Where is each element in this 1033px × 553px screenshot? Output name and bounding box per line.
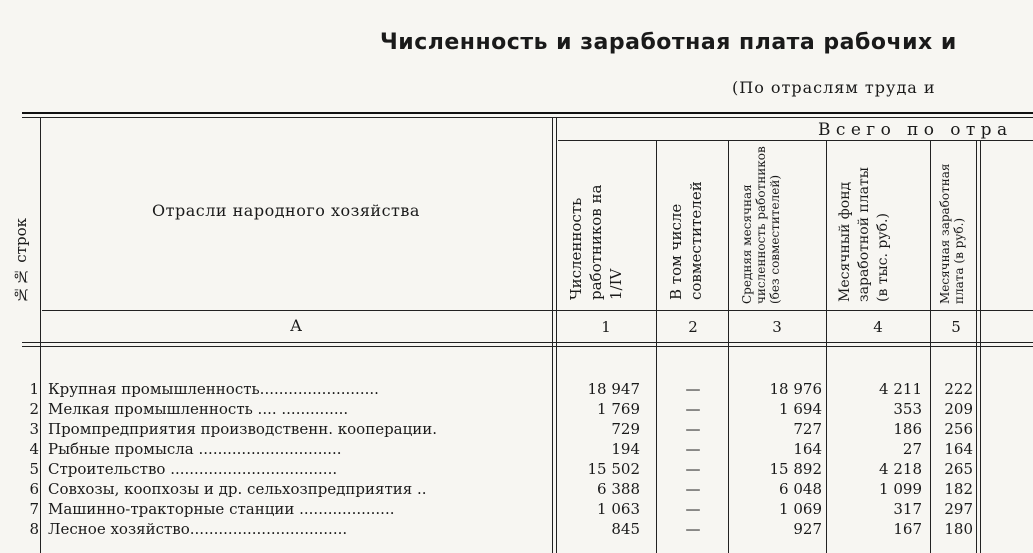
cell-wage-fund: 1 099 — [879, 480, 922, 498]
cell-wage-fund: 186 — [893, 420, 922, 438]
cell-monthly-wage: 256 — [944, 420, 973, 438]
cell-avg-workers: 6 048 — [779, 480, 822, 498]
col2-header: В том числе совместителей — [667, 181, 705, 300]
cell-part-time: — — [685, 440, 701, 458]
row-branch-name: Крупная промышленность......................... — [48, 380, 379, 398]
cell-wage-fund: 317 — [893, 500, 922, 518]
cell-workers: 194 — [611, 440, 640, 458]
row-number: 7 — [29, 500, 39, 518]
row-branch-name: Машинно-тракторные станции .................... — [48, 500, 395, 518]
cell-monthly-wage: 297 — [944, 500, 973, 518]
table-subtitle: (По отраслям труда и — [732, 78, 936, 97]
colnum-4: 4 — [873, 318, 883, 336]
cell-workers: 15 502 — [587, 460, 640, 478]
cell-wage-fund: 27 — [902, 440, 922, 458]
subhead-rule-double — [22, 342, 1033, 343]
subhead-rule-double-2 — [22, 346, 1033, 347]
cell-avg-workers: 15 892 — [769, 460, 822, 478]
table-row — [0, 400, 1033, 419]
cell-avg-workers: 164 — [793, 440, 822, 458]
cell-part-time: — — [685, 400, 701, 418]
cell-avg-workers: 727 — [793, 420, 822, 438]
row-branch-name: Мелкая промышленность .... .............. — [48, 400, 349, 418]
row-number: 5 — [29, 460, 39, 478]
group-rule — [558, 140, 1033, 141]
table-row — [0, 520, 1033, 539]
cell-monthly-wage: 180 — [944, 520, 973, 538]
cell-avg-workers: 18 976 — [769, 380, 822, 398]
cell-part-time: — — [685, 520, 701, 538]
top-rule — [22, 112, 1033, 114]
row-number: 2 — [29, 400, 39, 418]
cell-workers: 6 388 — [597, 480, 640, 498]
subhead-rule — [42, 310, 1033, 311]
table-row — [0, 460, 1033, 479]
colnum-2: 2 — [688, 318, 698, 336]
total-group-header: В с е г о п о о т р а — [818, 120, 1008, 140]
letter-a: А — [290, 316, 303, 335]
cell-wage-fund: 4 211 — [879, 380, 922, 398]
row-number: 3 — [29, 420, 39, 438]
cell-part-time: — — [685, 380, 701, 398]
cell-monthly-wage: 182 — [944, 480, 973, 498]
cell-workers: 18 947 — [587, 380, 640, 398]
row-branch-name: Лесное хозяйство................................. — [48, 520, 348, 538]
cell-wage-fund: 167 — [893, 520, 922, 538]
branch-header: Отрасли народного хозяйства — [152, 201, 420, 220]
cell-avg-workers: 927 — [793, 520, 822, 538]
cell-wage-fund: 4 218 — [879, 460, 922, 478]
row-branch-name: Совхозы, коопхозы и др. сельхозпредприятия .. — [48, 480, 427, 498]
table-row — [0, 420, 1033, 439]
cell-avg-workers: 1 069 — [779, 500, 822, 518]
colnum-3: 3 — [772, 318, 782, 336]
table-row — [0, 480, 1033, 499]
table-row — [0, 440, 1033, 459]
cell-part-time: — — [685, 460, 701, 478]
cell-workers: 1 769 — [597, 400, 640, 418]
cell-monthly-wage: 209 — [944, 400, 973, 418]
cell-workers: 1 063 — [597, 500, 640, 518]
cell-avg-workers: 1 694 — [779, 400, 822, 418]
cell-part-time: — — [685, 420, 701, 438]
row-number: 8 — [29, 520, 39, 538]
row-number: 4 — [29, 440, 39, 458]
colnum-5: 5 — [951, 318, 961, 336]
row-number: 1 — [29, 380, 39, 398]
colnum-1: 1 — [601, 318, 611, 336]
table-row — [0, 500, 1033, 519]
cell-part-time: — — [685, 500, 701, 518]
row-branch-name: Рыбные промысла .............................. — [48, 440, 342, 458]
col5-header: Месячная заработная плата (в руб.) — [938, 163, 966, 304]
col3-header: Средняя месячная численность работников (без совместителей) — [740, 146, 782, 304]
top-rule-thin — [22, 117, 1033, 118]
row-branch-name: Строительство ................................... — [48, 460, 338, 478]
row-branch-name: Промпредприятия производственн. кооперации. — [48, 420, 438, 438]
table-title: Численность и заработная плата рабочих и — [380, 30, 957, 55]
cell-workers: 729 — [611, 420, 640, 438]
cell-part-time: — — [685, 480, 701, 498]
col1-header: Численность работников на 1/IV — [567, 184, 625, 300]
cell-workers: 845 — [611, 520, 640, 538]
col4-header: Месячный фонд заработной платы (в тыс. руб.) — [837, 167, 891, 302]
row-number: 6 — [29, 480, 39, 498]
cell-monthly-wage: 222 — [944, 380, 973, 398]
table-row — [0, 380, 1033, 399]
row-number-header: №№ строк — [12, 218, 30, 304]
cell-monthly-wage: 164 — [944, 440, 973, 458]
cell-wage-fund: 353 — [893, 400, 922, 418]
cell-monthly-wage: 265 — [944, 460, 973, 478]
